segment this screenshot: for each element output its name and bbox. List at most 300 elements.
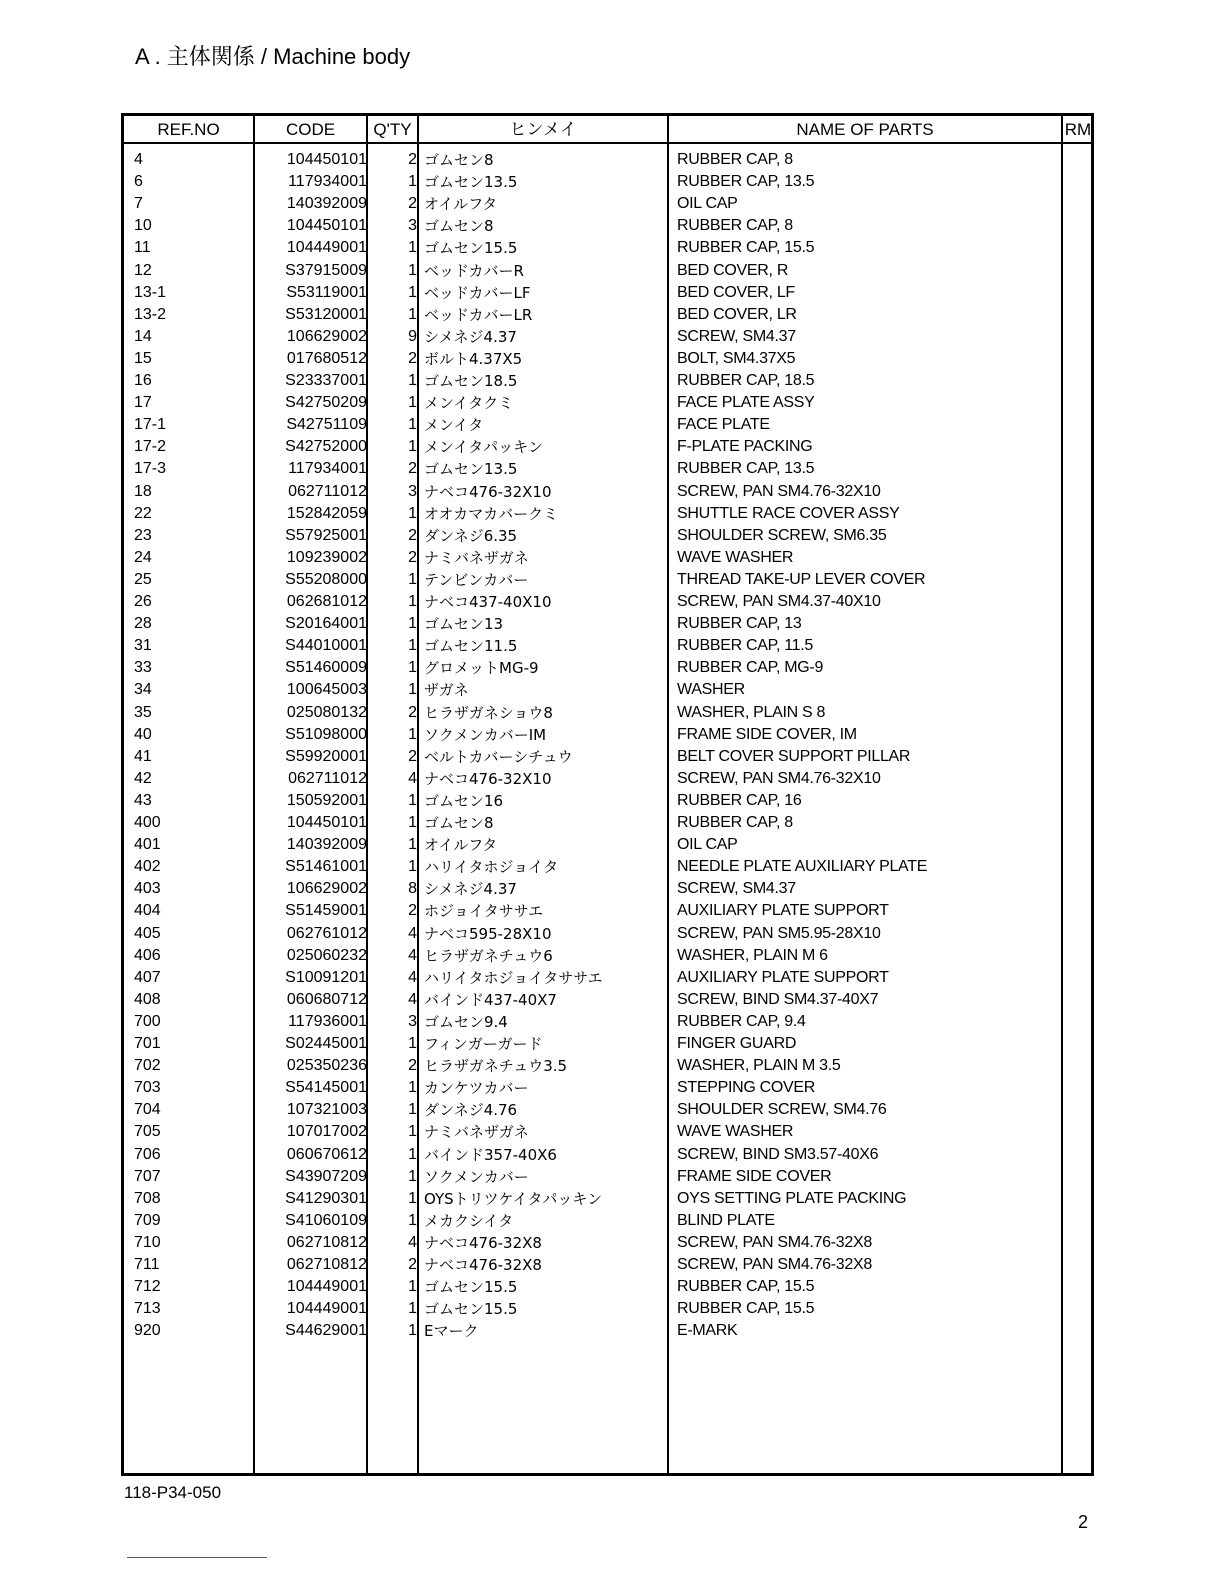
- ref-cell: 28: [134, 615, 152, 633]
- name-cell: RUBBER CAP, 15.5: [677, 239, 815, 257]
- table-row: [124, 436, 1091, 458]
- qty-cell: 1: [408, 1101, 417, 1119]
- ref-cell: 920: [134, 1322, 161, 1340]
- qty-cell: 1: [408, 1300, 417, 1318]
- qty-cell: 1: [408, 416, 417, 434]
- code-cell: S53119001: [286, 283, 367, 301]
- table-row: [124, 260, 1091, 282]
- name-cell: FACE PLATE ASSY: [677, 394, 815, 412]
- name-cell: RUBBER CAP, 13.5: [677, 173, 815, 191]
- qty-cell: 9: [408, 327, 417, 345]
- ref-cell: 704: [134, 1101, 161, 1119]
- ref-cell: 708: [134, 1189, 161, 1207]
- ref-cell: 17-2: [134, 438, 167, 456]
- name-cell: SCREW, PAN SM4.76-32X8: [677, 1256, 872, 1273]
- code-cell: 106629002: [286, 327, 367, 345]
- code-cell: S55208000: [285, 570, 367, 588]
- table-row: [124, 724, 1091, 746]
- name-cell: WAVE WASHER: [677, 1123, 794, 1141]
- code-cell: S42752000: [285, 438, 367, 456]
- hinmei-cell: ゴムセン15.5: [424, 1300, 518, 1319]
- qty-cell: 3: [408, 1012, 417, 1030]
- name-cell: RUBBER CAP, MG-9: [677, 659, 824, 677]
- code-cell: 062681012: [286, 593, 367, 610]
- hinmei-cell: グロメットMG-9: [424, 659, 539, 678]
- qty-cell: 1: [408, 438, 417, 456]
- hinmei-cell: バインド437-40X7: [424, 990, 557, 1009]
- table-row: [124, 193, 1091, 215]
- code-cell: 062710812: [286, 1256, 367, 1273]
- code-cell: 062761012: [286, 924, 367, 942]
- header-hinmei: ヒンメイ: [509, 120, 577, 140]
- qty-cell: 4: [408, 968, 417, 986]
- qty-cell: 4: [408, 946, 417, 964]
- hinmei-cell: ナミバネザガネ: [424, 1123, 529, 1142]
- table-row: [124, 878, 1091, 900]
- qty-cell: 2: [408, 460, 417, 478]
- ref-cell: 40: [134, 725, 152, 743]
- hinmei-cell: ナベコ437-40X10: [424, 593, 552, 611]
- name-cell: RUBBER CAP, 9.4: [677, 1012, 806, 1030]
- ref-cell: 24: [134, 548, 152, 566]
- hinmei-cell: フィンガーガード: [424, 1035, 543, 1053]
- table-row: [124, 702, 1091, 724]
- name-cell: SCREW, SM4.37: [677, 327, 796, 345]
- qty-cell: 1: [408, 570, 417, 588]
- ref-cell: 26: [134, 593, 152, 610]
- ref-cell: 42: [134, 769, 152, 787]
- hinmei-cell: ソクメンカバーIM: [424, 725, 547, 744]
- ref-cell: 17-1: [134, 416, 167, 434]
- qty-cell: 1: [408, 1278, 417, 1296]
- hinmei-cell: ベルトカバーシチュウ: [424, 747, 573, 766]
- qty-cell: 1: [408, 836, 417, 854]
- hinmei-cell: ゴムセン13: [424, 615, 504, 634]
- hinmei-cell: ゴムセン8: [424, 151, 494, 169]
- table-row: [124, 967, 1091, 989]
- qty-cell: 2: [408, 703, 417, 721]
- code-cell: S42751109: [286, 416, 367, 434]
- table-row: [124, 613, 1091, 635]
- hinmei-cell: ナベコ476-32X10: [424, 482, 552, 501]
- name-cell: WAVE WASHER: [677, 548, 794, 566]
- qty-cell: 1: [408, 173, 417, 191]
- code-cell: 025080132: [286, 703, 367, 721]
- name-cell: BED COVER, LR: [677, 305, 797, 323]
- ref-cell: 705: [134, 1123, 161, 1141]
- table-row: [124, 1077, 1091, 1099]
- qty-cell: 3: [408, 482, 417, 500]
- table-row: [124, 392, 1091, 414]
- name-cell: OIL CAP: [677, 195, 738, 213]
- ref-cell: 17-3: [134, 460, 167, 478]
- ref-cell: 15: [134, 349, 152, 367]
- table-row: [124, 326, 1091, 348]
- table-row: [124, 1232, 1091, 1254]
- table-row: [124, 304, 1091, 326]
- hinmei-cell: ゴムセン8: [424, 814, 494, 832]
- qty-cell: 1: [408, 239, 417, 257]
- table-row: [124, 569, 1091, 591]
- ref-cell: 701: [134, 1035, 161, 1052]
- name-cell: SCREW, PAN SM4.37-40X10: [677, 593, 881, 610]
- header-ref: REF.NO: [157, 120, 220, 139]
- hinmei-cell: ナベコ476-32X8: [424, 1256, 542, 1274]
- name-cell: THREAD TAKE-UP LEVER COVER: [677, 570, 926, 588]
- hinmei-cell: ソクメンカバー: [424, 1167, 529, 1186]
- qty-cell: 1: [408, 394, 417, 412]
- ref-cell: 712: [134, 1278, 161, 1296]
- ref-cell: 713: [134, 1300, 161, 1318]
- name-cell: RUBBER CAP, 8: [677, 151, 793, 168]
- ref-cell: 41: [134, 747, 152, 765]
- table-row: [124, 746, 1091, 768]
- name-cell: BLIND PLATE: [677, 1211, 775, 1229]
- qty-cell: 1: [408, 659, 417, 677]
- hinmei-cell: ヒラザガネチュウ3.5: [424, 1057, 568, 1076]
- ref-cell: 34: [134, 681, 152, 699]
- qty-cell: 1: [408, 372, 417, 389]
- code-cell: S43907209: [285, 1167, 367, 1185]
- hinmei-cell: ヒラザガネチュウ6: [424, 946, 553, 965]
- name-cell: SCREW, SM4.37: [677, 880, 796, 898]
- qty-cell: 1: [408, 858, 417, 876]
- ref-cell: 6: [134, 173, 143, 191]
- qty-cell: 2: [408, 1256, 417, 1273]
- ref-cell: 12: [134, 261, 152, 279]
- table-row: [124, 923, 1091, 945]
- hinmei-cell: ゴムセン16: [424, 791, 504, 810]
- table-row: [124, 1276, 1091, 1298]
- name-cell: F-PLATE PACKING: [677, 438, 813, 456]
- hinmei-cell: メンイタパッキン: [424, 438, 543, 457]
- code-cell: 104450101: [286, 814, 367, 831]
- name-cell: RUBBER CAP, 8: [677, 217, 793, 235]
- hinmei-cell: カンケツカバー: [424, 1079, 529, 1098]
- name-cell: WASHER, PLAIN M 3.5: [677, 1057, 841, 1075]
- hinmei-cell: メカクシイタ: [424, 1211, 514, 1230]
- code-cell: 107321003: [286, 1101, 367, 1119]
- hinmei-cell: ゴムセン18.5: [424, 372, 518, 390]
- hinmei-cell: ナベコ595-28X10: [424, 924, 552, 943]
- table-row: [124, 1011, 1091, 1033]
- name-cell: BELT COVER SUPPORT PILLAR: [677, 747, 911, 765]
- code-cell: S23337001: [285, 372, 367, 389]
- qty-cell: 2: [408, 195, 417, 213]
- name-cell: STEPPING COVER: [677, 1079, 816, 1097]
- table-row: [124, 525, 1091, 547]
- header-qty: Q'TY: [373, 120, 412, 139]
- hinmei-cell: ゴムセン15.5: [424, 1278, 518, 1297]
- qty-cell: 1: [408, 637, 417, 655]
- code-cell: 117936001: [288, 1012, 367, 1030]
- name-cell: RUBBER CAP, 13.5: [677, 460, 815, 478]
- name-cell: RUBBER CAP, 15.5: [677, 1300, 815, 1318]
- name-cell: RUBBER CAP, 15.5: [677, 1278, 815, 1296]
- name-cell: FRAME SIDE COVER: [677, 1167, 832, 1185]
- code-cell: 109239002: [286, 548, 367, 566]
- table-row: [124, 657, 1091, 679]
- table-row: [124, 171, 1091, 193]
- ref-cell: 7: [134, 195, 143, 213]
- code-cell: S41060109: [285, 1211, 367, 1229]
- code-cell: 017680512: [286, 349, 367, 367]
- ref-cell: 406: [134, 946, 161, 964]
- name-cell: OYS SETTING PLATE PACKING: [677, 1189, 907, 1207]
- qty-cell: 2: [408, 349, 417, 367]
- ref-cell: 711: [134, 1256, 160, 1273]
- table-row: [124, 370, 1091, 392]
- hinmei-cell: ザガネ: [424, 681, 469, 700]
- name-cell: BED COVER, R: [677, 261, 789, 279]
- table-row: [124, 1320, 1091, 1342]
- table-row: [124, 856, 1091, 878]
- qty-cell: 1: [408, 615, 417, 633]
- code-cell: S59920001: [285, 747, 367, 765]
- ref-cell: 706: [134, 1145, 161, 1163]
- page-number: 2: [1078, 1512, 1089, 1532]
- qty-cell: 4: [408, 924, 417, 942]
- ref-cell: 18: [134, 482, 152, 500]
- document-code: 118-P34-050: [124, 1483, 222, 1502]
- table-row: [124, 503, 1091, 525]
- code-cell: 104449001: [286, 1278, 367, 1296]
- table-row: [124, 1099, 1091, 1121]
- table-row: [124, 834, 1091, 856]
- hinmei-cell: オイルフタ: [424, 836, 498, 855]
- hinmei-cell: テンビンカバー: [424, 570, 529, 589]
- hinmei-cell: ハリイタホジョイタササエ: [424, 968, 603, 987]
- qty-cell: 1: [408, 725, 417, 743]
- name-cell: FRAME SIDE COVER, IM: [677, 725, 857, 743]
- code-cell: S42750209: [285, 394, 367, 412]
- qty-cell: 2: [408, 1057, 417, 1075]
- hinmei-cell: ゴムセン15.5: [424, 239, 518, 258]
- code-cell: S02445001: [285, 1035, 367, 1052]
- name-cell: SCREW, PAN SM4.76-32X8: [677, 1233, 872, 1251]
- hinmei-cell: シメネジ4.37: [424, 327, 517, 346]
- code-cell: 117934001: [288, 460, 367, 478]
- qty-cell: 1: [408, 1167, 417, 1185]
- ref-cell: 408: [134, 990, 161, 1008]
- code-cell: 060670612: [286, 1145, 367, 1163]
- code-cell: 152842059: [286, 504, 367, 522]
- hinmei-cell: ゴムセン8: [424, 217, 494, 236]
- qty-cell: 8: [408, 880, 417, 898]
- table-row: [124, 237, 1091, 259]
- name-cell: SCREW, BIND SM4.37-40X7: [677, 990, 879, 1008]
- name-cell: RUBBER CAP, 11.5: [677, 637, 814, 655]
- ref-cell: 16: [134, 372, 152, 389]
- name-cell: RUBBER CAP, 8: [677, 814, 793, 831]
- ref-cell: 405: [134, 924, 161, 942]
- table-row: [124, 414, 1091, 436]
- name-cell: WASHER, PLAIN M 6: [677, 946, 828, 964]
- hinmei-cell: ボルト4.37X5: [424, 349, 523, 368]
- qty-cell: 1: [408, 504, 417, 522]
- table-row: [124, 1144, 1091, 1166]
- code-cell: 104450101: [286, 217, 367, 235]
- name-cell: E-MARK: [677, 1322, 738, 1340]
- hinmei-cell: バインド357-40X6: [424, 1145, 557, 1164]
- ref-cell: 4: [134, 151, 143, 168]
- footer-rule: [127, 1557, 267, 1558]
- code-cell: S51459001: [285, 902, 367, 920]
- name-cell: BED COVER, LF: [677, 283, 795, 301]
- code-cell: 062710812: [286, 1233, 367, 1251]
- hinmei-cell: メンイタクミ: [424, 394, 514, 413]
- ref-cell: 702: [134, 1057, 161, 1075]
- table-row: [124, 1210, 1091, 1232]
- name-cell: SCREW, PAN SM5.95-28X10: [677, 924, 881, 942]
- qty-cell: 1: [408, 1322, 417, 1340]
- code-cell: 140392009: [286, 195, 367, 213]
- code-cell: 100645003: [286, 681, 367, 699]
- hinmei-cell: ホジョイタササエ: [424, 902, 544, 921]
- code-cell: S54145001: [285, 1079, 367, 1097]
- ref-cell: 25: [134, 570, 152, 588]
- hinmei-cell: ハリイタホジョイタ: [424, 858, 559, 877]
- name-cell: OIL CAP: [677, 836, 738, 854]
- ref-cell: 703: [134, 1079, 161, 1097]
- ref-cell: 700: [134, 1012, 161, 1030]
- ref-cell: 710: [134, 1233, 161, 1251]
- table-row: [124, 635, 1091, 657]
- table-row: [124, 282, 1091, 304]
- table-row: [124, 591, 1091, 613]
- code-cell: S41290301: [285, 1189, 367, 1207]
- table-row: [124, 945, 1091, 967]
- name-cell: FINGER GUARD: [677, 1035, 797, 1052]
- ref-cell: 403: [134, 880, 161, 898]
- hinmei-cell: ベッドカバーLF: [424, 283, 531, 302]
- header-code: CODE: [285, 120, 336, 139]
- table-row: [124, 1055, 1091, 1077]
- header-rm: RM: [1064, 120, 1092, 139]
- qty-cell: 2: [408, 747, 417, 765]
- name-cell: SHUTTLE RACE COVER ASSY: [677, 504, 900, 522]
- ref-cell: 707: [134, 1167, 161, 1185]
- code-cell: S10091201: [285, 968, 367, 986]
- hinmei-cell: シメネジ4.37: [424, 880, 517, 899]
- ref-cell: 14: [134, 327, 152, 345]
- header-divider: [124, 142, 1091, 144]
- hinmei-cell: オイルフタ: [424, 195, 498, 214]
- hinmei-cell: OYSトリツケイタパッキン: [424, 1189, 603, 1208]
- code-cell: S51460009: [285, 659, 367, 677]
- table-row: [124, 1121, 1091, 1143]
- qty-cell: 2: [408, 151, 417, 168]
- name-cell: RUBBER CAP, 16: [677, 791, 802, 809]
- hinmei-cell: ベッドカバーR: [424, 261, 524, 280]
- code-cell: 140392009: [286, 836, 367, 854]
- table-row: [124, 1254, 1091, 1276]
- code-cell: S51098000: [285, 725, 367, 743]
- table-row: [124, 790, 1091, 812]
- hinmei-cell: ナミバネザガネ: [424, 548, 529, 567]
- table-row: [124, 989, 1091, 1011]
- ref-cell: 404: [134, 902, 161, 920]
- table-row: [124, 812, 1091, 834]
- name-cell: SCREW, PAN SM4.76-32X10: [677, 769, 881, 787]
- code-cell: S37915009: [285, 261, 367, 279]
- code-cell: 117934001: [288, 173, 367, 191]
- ref-cell: 33: [134, 659, 152, 677]
- code-cell: S20164001: [285, 615, 367, 633]
- code-cell: S51461001: [285, 858, 367, 876]
- table-row: [124, 679, 1091, 701]
- qty-cell: 1: [408, 1035, 417, 1052]
- ref-cell: 709: [134, 1211, 161, 1229]
- table-row: [124, 1188, 1091, 1210]
- code-cell: 060680712: [286, 990, 367, 1008]
- qty-cell: 3: [408, 217, 417, 235]
- qty-cell: 1: [408, 1211, 417, 1229]
- page-title: A . 主体関係 / Machine body: [135, 44, 411, 69]
- hinmei-cell: オオカマカバークミ: [424, 504, 559, 523]
- ref-cell: 31: [134, 637, 152, 655]
- name-cell: NEEDLE PLATE AUXILIARY PLATE: [677, 858, 928, 876]
- table-row: [124, 458, 1091, 480]
- ref-cell: 401: [134, 836, 161, 854]
- qty-cell: 4: [408, 1233, 417, 1251]
- table-row: [124, 215, 1091, 237]
- qty-cell: 1: [408, 1123, 417, 1141]
- name-cell: RUBBER CAP, 18.5: [677, 372, 815, 389]
- table-row: [124, 768, 1091, 790]
- table-row: [124, 900, 1091, 922]
- code-cell: S44010001: [285, 637, 367, 655]
- code-cell: 104449001: [286, 1300, 367, 1318]
- name-cell: WASHER: [677, 681, 745, 699]
- ref-cell: 407: [134, 968, 161, 986]
- name-cell: FACE PLATE: [677, 416, 770, 434]
- code-cell: S44629001: [285, 1322, 367, 1340]
- code-cell: 062711012: [288, 482, 367, 500]
- code-cell: 106629002: [286, 880, 367, 898]
- ref-cell: 35: [134, 703, 152, 721]
- name-cell: AUXILIARY PLATE SUPPORT: [677, 968, 889, 986]
- parts-table: [121, 113, 1094, 1476]
- ref-cell: 10: [134, 217, 152, 235]
- name-cell: SHOULDER SCREW, SM4.76: [677, 1101, 887, 1119]
- qty-cell: 1: [408, 305, 417, 323]
- hinmei-cell: ダンネジ6.35: [424, 526, 518, 545]
- name-cell: RUBBER CAP, 13: [677, 615, 802, 633]
- ref-cell: 402: [134, 858, 161, 876]
- name-cell: WASHER, PLAIN S 8: [677, 703, 826, 721]
- ref-cell: 17: [134, 394, 152, 412]
- hinmei-cell: ゴムセン13.5: [424, 460, 518, 479]
- code-cell: 025350236: [286, 1057, 367, 1075]
- hinmei-cell: ナベコ476-32X8: [424, 1233, 542, 1252]
- table-row: [124, 1298, 1091, 1320]
- qty-cell: 1: [408, 681, 417, 699]
- name-cell: SCREW, PAN SM4.76-32X10: [677, 482, 881, 500]
- qty-cell: 1: [408, 1189, 417, 1207]
- hinmei-cell: ベッドカバーLR: [424, 305, 533, 324]
- code-cell: 104449001: [286, 239, 367, 257]
- qty-cell: 2: [408, 548, 417, 566]
- name-cell: SCREW, BIND SM3.57-40X6: [677, 1145, 879, 1163]
- qty-cell: 1: [408, 593, 417, 610]
- ref-cell: 400: [134, 814, 161, 831]
- ref-cell: 23: [134, 526, 152, 544]
- qty-cell: 4: [408, 769, 417, 787]
- code-cell: 025060232: [286, 946, 367, 964]
- qty-cell: 2: [408, 526, 417, 544]
- table-row: [124, 348, 1091, 370]
